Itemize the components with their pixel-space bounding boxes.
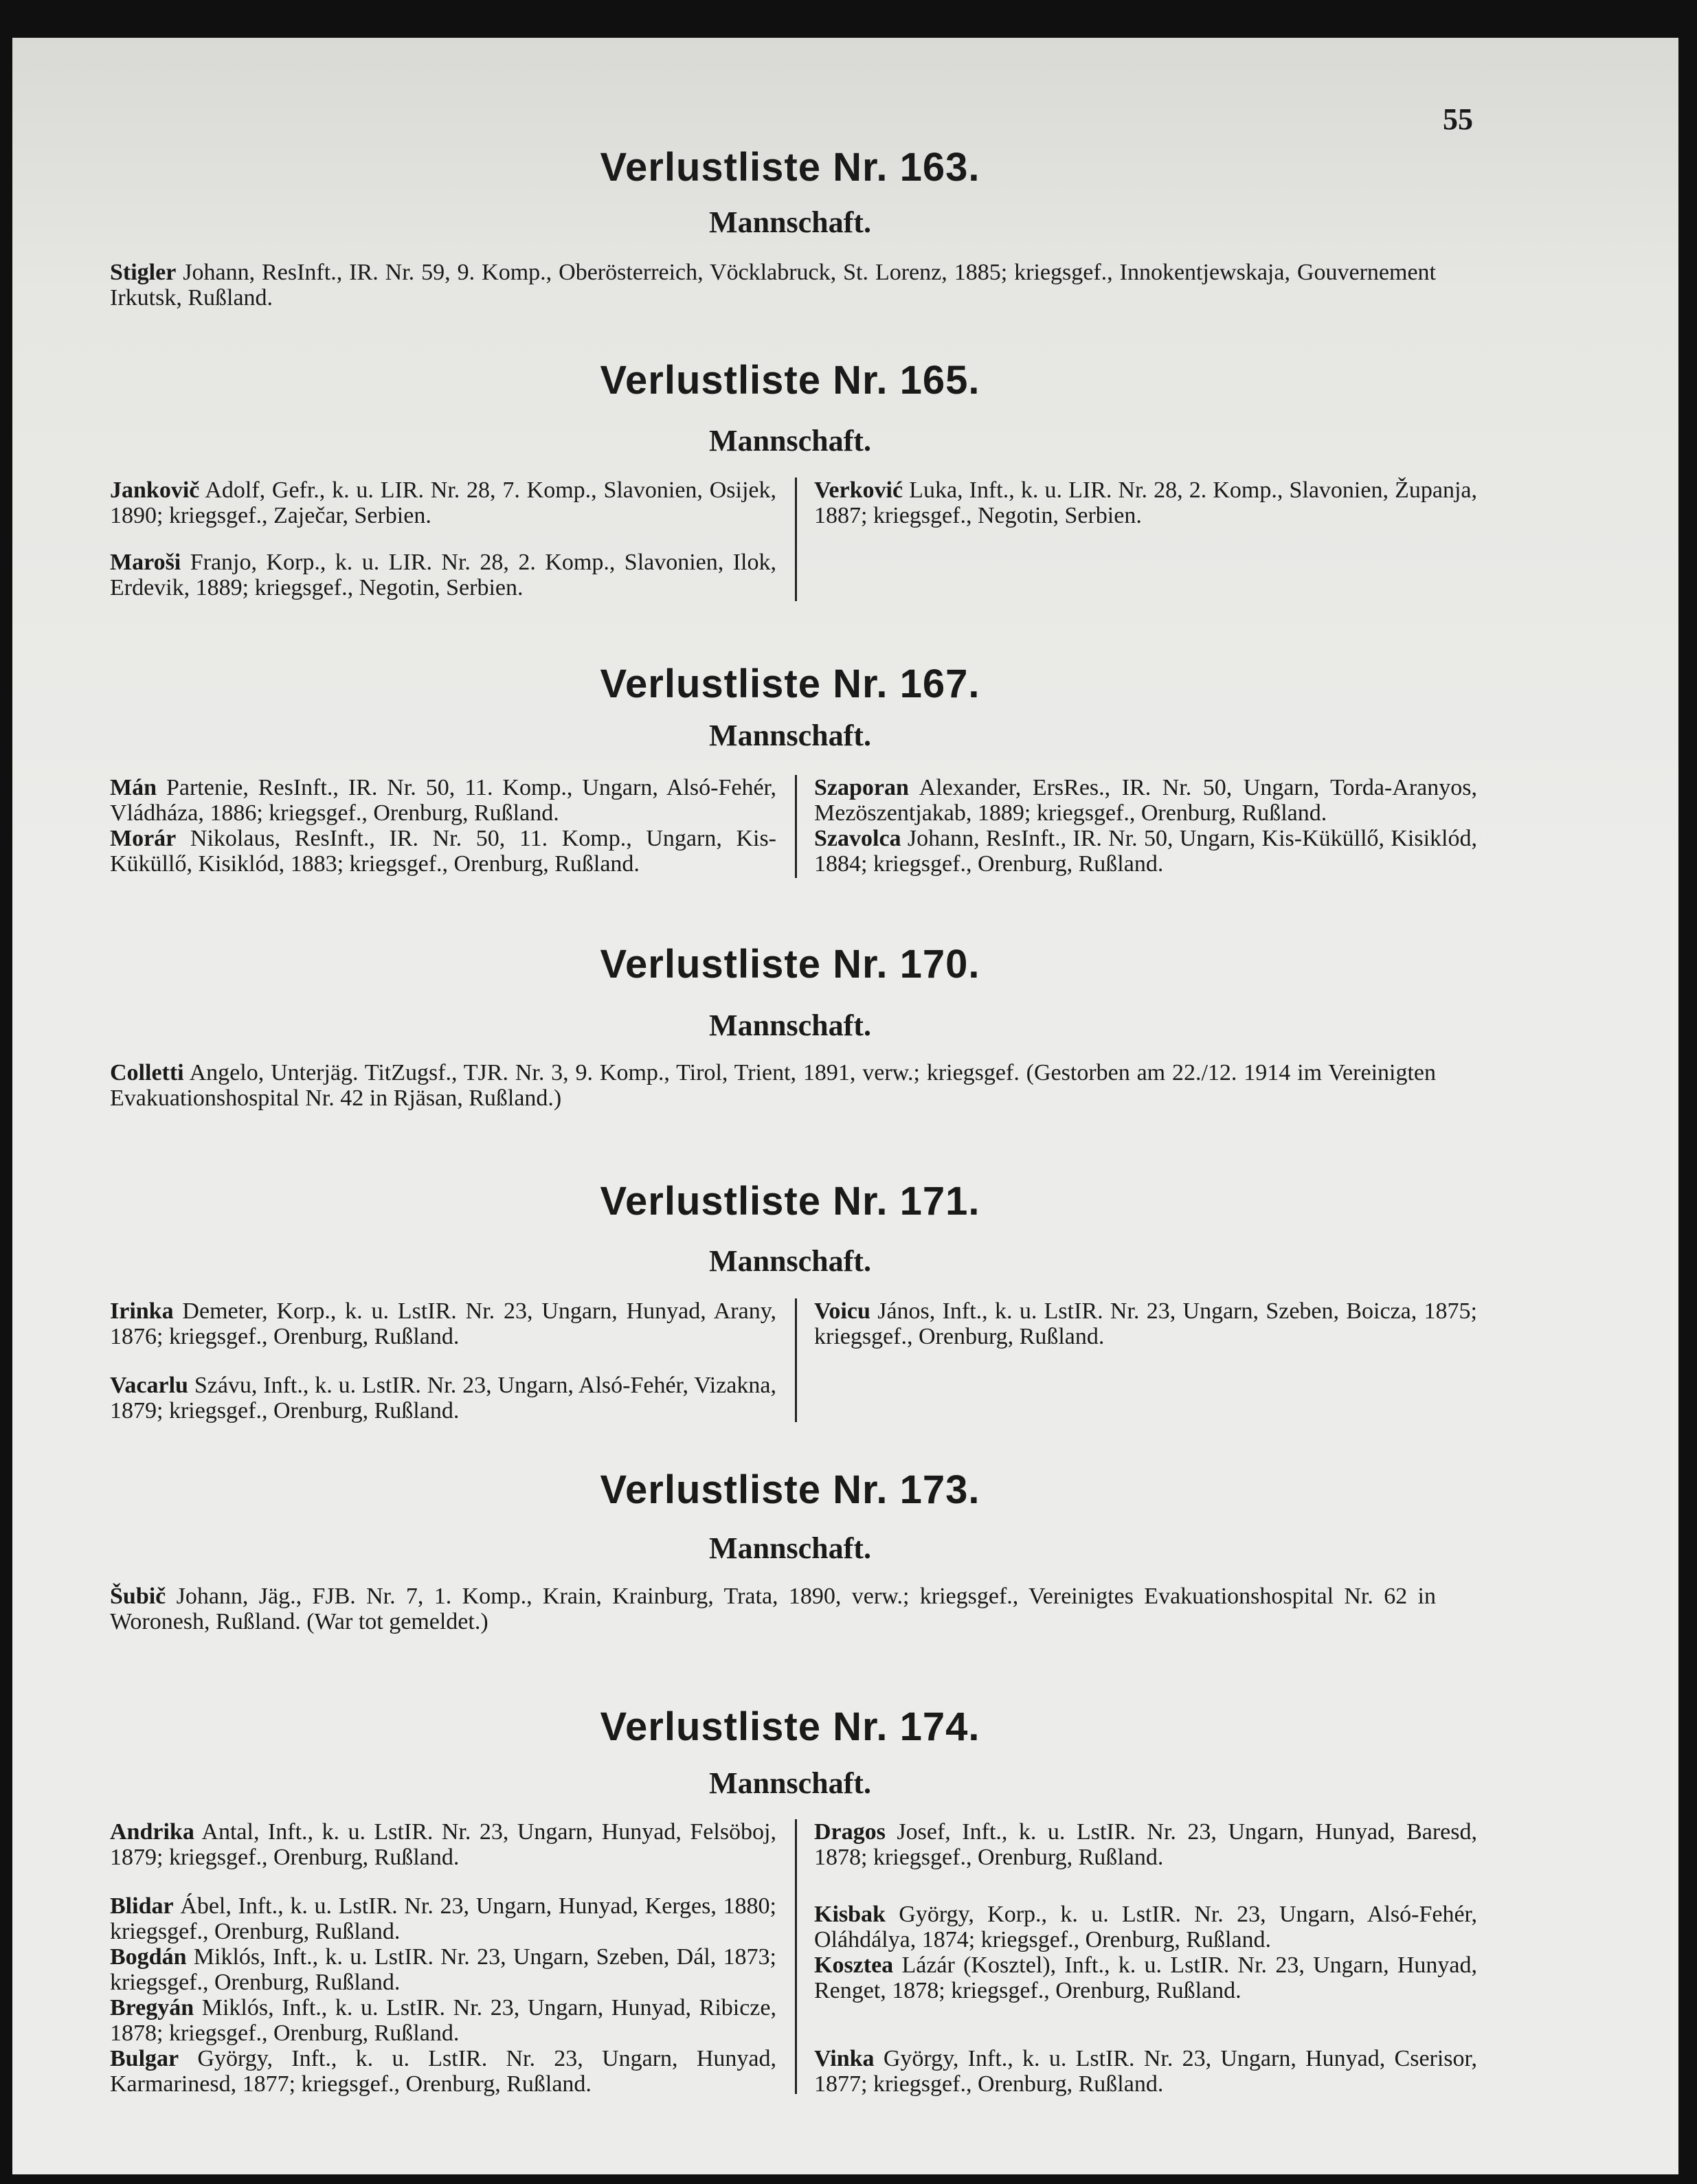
entry-name: Mán xyxy=(110,775,157,800)
entry-text: Nikolaus, ResInft., IR. Nr. 50, 11. Komp., Ungarn, Kis-Küküllő, Kisiklód, 1883; kriegsgef., Orenburg, Rußland. xyxy=(110,826,776,877)
entry-name: Bregyán xyxy=(110,1995,194,2020)
section-subheading: Mannschaft. xyxy=(709,1009,871,1042)
section-subheading: Mannschaft. xyxy=(709,719,871,752)
casualty-entry xyxy=(110,1819,776,1870)
casualty-entry xyxy=(110,1373,776,1423)
section-heading: Verlustliste Nr. 165. xyxy=(600,358,980,403)
casualty-entry xyxy=(814,2046,1477,2097)
entry-text: Miklós, Inft., k. u. LstIR. Nr. 23, Ungarn, Szeben, Dál, 1873; kriegsgef., Orenburg, Rußland. xyxy=(110,1944,776,1995)
entry-text: Ábel, Inft., k. u. LstIR. Nr. 23, Ungarn, Hunyad, Kerges, 1880; kriegsgef., Orenburg, Rußland. xyxy=(110,1893,776,1944)
casualty-entry xyxy=(110,1944,776,1995)
casualty-entry xyxy=(814,826,1477,877)
section-subheading: Mannschaft. xyxy=(709,1244,871,1278)
section-subheading: Mannschaft. xyxy=(709,1531,871,1565)
entry-text: Johann, Jäg., FJB. Nr. 7, 1. Komp., Krain, Krainburg, Trata, 1890, verw.; kriegsgef., Vereinigtes Evakuationshospital Nr. 62 in Woronesh, Rußland. (War tot gemeldet.) xyxy=(110,1584,1436,1634)
entry-name: Irinka xyxy=(110,1298,174,1324)
casualty-entry xyxy=(110,1060,1436,1111)
section-heading: Verlustliste Nr. 167. xyxy=(600,662,980,706)
entry-name: Bogdán xyxy=(110,1944,187,1970)
entry-text: Miklós, Inft., k. u. LstIR. Nr. 23, Ungarn, Hunyad, Ribicze, 1878; kriegsgef., Orenburg, Rußland. xyxy=(110,1995,776,2046)
casualty-entry xyxy=(110,477,776,528)
casualty-entry xyxy=(814,1952,1477,2003)
entry-text: György, Korp., k. u. LstIR. Nr. 23, Ungarn, Alsó-Fehér, Oláhdálya, 1874; kriegsgef., Orenburg, Rußland. xyxy=(814,1902,1477,1952)
column-divider xyxy=(795,1298,797,1422)
entry-text: Josef, Inft., k. u. LstIR. Nr. 23, Ungarn, Hunyad, Baresd, 1878; kriegsgef., Orenburg, Rußland. xyxy=(814,1819,1477,1870)
entry-name: Colletti xyxy=(110,1060,184,1085)
page-number: 55 xyxy=(1443,102,1473,136)
entry-name: Vacarlu xyxy=(110,1373,188,1398)
section-heading: Verlustliste Nr. 174. xyxy=(600,1704,980,1749)
section-subheading: Mannschaft. xyxy=(709,205,871,239)
entry-text: Antal, Inft., k. u. LstIR. Nr. 23, Ungarn, Hunyad, Felsöboj, 1879; kriegsgef., Orenburg, Rußland. xyxy=(110,1819,776,1870)
casualty-entry xyxy=(814,1902,1477,1952)
entry-text: Demeter, Korp., k. u. LstIR. Nr. 23, Ungarn, Hunyad, Arany, 1876; kriegsgef., Orenburg, Rußland. xyxy=(110,1298,776,1349)
casualty-entry xyxy=(110,1298,776,1349)
entry-name: Kosztea xyxy=(814,1952,894,1978)
entry-text: Johann, ResInft., IR. Nr. 50, Ungarn, Kis-Küküllő, Kisiklód, 1884; kriegsgef., Orenburg, Rußland. xyxy=(814,826,1477,877)
section-heading: Verlustliste Nr. 171. xyxy=(600,1179,980,1224)
entry-name: Morár xyxy=(110,826,177,851)
casualty-entry xyxy=(110,260,1436,311)
column-divider xyxy=(795,775,797,878)
entry-name: Kisbak xyxy=(814,1902,886,1927)
entry-text: János, Inft., k. u. LstIR. Nr. 23, Ungarn, Szeben, Boicza, 1875; kriegsgef., Orenburg, Rußland. xyxy=(814,1298,1477,1349)
entry-text: Johann, ResInft., IR. Nr. 59, 9. Komp., Oberösterreich, Vöcklabruck, St. Lorenz, 1885; kriegsgef., Innokentjewskaja, Gouvernement Irkutsk, Rußland. xyxy=(110,260,1436,311)
entry-name: Maroši xyxy=(110,550,181,575)
casualty-entry xyxy=(814,775,1477,826)
section-heading: Verlustliste Nr. 170. xyxy=(600,942,980,987)
casualty-entry xyxy=(110,1584,1436,1634)
casualty-entry xyxy=(814,1819,1477,1870)
casualty-entry xyxy=(110,1995,776,2046)
entry-name: Šubič xyxy=(110,1584,166,1609)
entry-text: Angelo, Unterjäg. TitZugsf., TJR. Nr. 3, 9. Komp., Tirol, Trient, 1891, verw.; kriegsgef. (Gestorben am 22./12. 1914 im Vereinigten Evakuationshospital Nr. 42 in Rjäsan, Rußland.) xyxy=(110,1060,1436,1111)
entry-name: Stigler xyxy=(110,260,177,285)
entry-name: Bulgar xyxy=(110,2046,179,2071)
section-heading: Verlustliste Nr. 163. xyxy=(600,145,980,190)
casualty-entry xyxy=(110,775,776,826)
entry-name: Verković xyxy=(814,477,903,503)
casualty-entry xyxy=(814,477,1477,528)
entry-text: Alexander, ErsRes., IR. Nr. 50, Ungarn, Torda-Aranyos, Mezöszentjakab, 1889; kriegsgef., Orenburg, Rußland. xyxy=(814,775,1477,826)
entry-text: Szávu, Inft., k. u. LstIR. Nr. 23, Ungarn, Alsó-Fehér, Vizakna, 1879; kriegsgef., Orenburg, Rußland. xyxy=(110,1373,776,1423)
entry-name: Andrika xyxy=(110,1819,194,1845)
entry-text: György, Inft., k. u. LstIR. Nr. 23, Ungarn, Hunyad, Cserisor, 1877; kriegsgef., Orenburg, Rußland. xyxy=(814,2046,1477,2097)
entry-text: Luka, Inft., k. u. LIR. Nr. 28, 2. Komp., Slavonien, Županja, 1887; kriegsgef., Negotin, Serbien. xyxy=(814,477,1477,528)
casualty-entry xyxy=(110,2046,776,2097)
casualty-entry xyxy=(110,826,776,877)
column-divider xyxy=(795,477,797,601)
column-divider xyxy=(795,1819,797,2094)
entry-name: Voicu xyxy=(814,1298,870,1324)
casualty-entry xyxy=(110,550,776,600)
section-subheading: Mannschaft. xyxy=(709,1766,871,1800)
casualty-entry xyxy=(110,1893,776,1944)
casualty-entry xyxy=(814,1298,1477,1349)
entry-text: György, Inft., k. u. LstIR. Nr. 23, Ungarn, Hunyad, Karmarinesd, 1877; kriegsgef., Orenburg, Rußland. xyxy=(110,2046,776,2097)
entry-name: Jankovič xyxy=(110,477,200,503)
entry-text: Partenie, ResInft., IR. Nr. 50, 11. Komp., Ungarn, Alsó-Fehér, Vládháza, 1886; kriegsgef., Orenburg, Rußland. xyxy=(110,775,776,826)
section-subheading: Mannschaft. xyxy=(709,424,871,458)
entry-name: Blidar xyxy=(110,1893,174,1919)
entry-name: Vinka xyxy=(814,2046,875,2071)
entry-text: Franjo, Korp., k. u. LIR. Nr. 28, 2. Komp., Slavonien, Ilok, Erdevik, 1889; kriegsgef., Negotin, Serbien. xyxy=(110,550,776,600)
entry-name: Dragos xyxy=(814,1819,886,1845)
entry-name: Szavolca xyxy=(814,826,901,851)
section-heading: Verlustliste Nr. 173. xyxy=(600,1467,980,1512)
entry-text: Lázár (Kosztel), Inft., k. u. LstIR. Nr. 23, Ungarn, Hunyad, Renget, 1878; kriegsgef., Orenburg, Rußland. xyxy=(814,1952,1477,2003)
entry-name: Szaporan xyxy=(814,775,909,800)
entry-text: Adolf, Gefr., k. u. LIR. Nr. 28, 7. Komp., Slavonien, Osijek, 1890; kriegsgef., Zaječar, Serbien. xyxy=(110,477,776,528)
